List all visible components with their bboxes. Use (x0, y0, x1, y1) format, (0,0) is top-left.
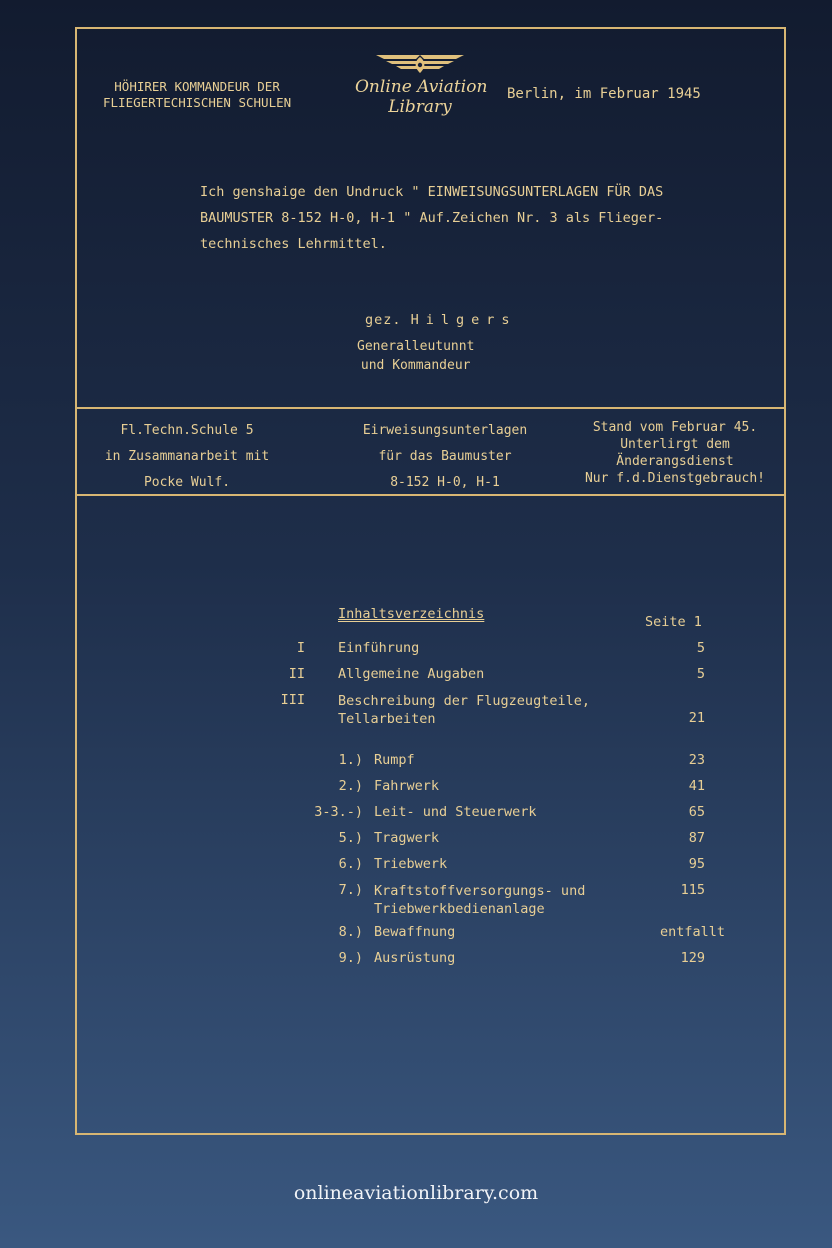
info-center-line: Eirweisungsunterlagen (362, 423, 528, 438)
toc-item-number: 7.) (338, 882, 363, 898)
signature (365, 312, 517, 328)
rank-line-1: Generalleutunnt (357, 339, 475, 354)
toc-item-number: 3-3.-) (314, 804, 363, 820)
info-left (87, 418, 287, 496)
toc-item-number: 9.) (338, 950, 363, 966)
info-right-line: Unterlirgt dem (620, 437, 730, 452)
toc-item-number: 6.) (338, 856, 363, 872)
toc-item-label[interactable]: Tragwerk (374, 830, 440, 846)
info-right-line: Stand vom Februar 45. (592, 420, 758, 435)
toc-page-number: 65 (688, 804, 705, 820)
toc-item-label[interactable]: Triebwerk (374, 856, 448, 872)
toc-page-number: entfallt (659, 924, 725, 940)
toc-item-label[interactable]: Fahrwerk (374, 778, 440, 794)
toc-page-number: 95 (688, 856, 705, 872)
letter-line-2: BAUMUSTER 8-152 H-0, H-1 " Auf.Zeichen Nr. 3 als Flieger- (200, 210, 664, 226)
letter-section (77, 29, 784, 407)
info-right (567, 419, 783, 487)
toc-section-label[interactable] (338, 692, 590, 728)
signature-name: Hilgers (410, 312, 517, 328)
toc-section-label-line: Tellarbeiten (338, 711, 436, 727)
rank-block (357, 337, 474, 375)
toc-section-label[interactable]: Allgemeine Augaben (338, 666, 485, 682)
info-center (345, 418, 545, 496)
info-right-line: Änderangsdienst (616, 454, 734, 469)
toc-page-number: 5 (696, 640, 705, 656)
toc-section-label[interactable]: Einführung (338, 640, 420, 656)
footer-url[interactable]: onlineaviationlibrary.com (293, 1182, 539, 1204)
info-band (77, 407, 784, 496)
toc-item-number: 5.) (338, 830, 363, 846)
toc-item-number: 1.) (338, 752, 363, 768)
toc-item-number: 8.) (338, 924, 363, 940)
toc-roman: I (296, 640, 305, 656)
toc-item-label[interactable]: Leit- und Steuerwerk (374, 804, 537, 820)
logo-line-2: Library (388, 97, 452, 117)
toc-page-number: 21 (688, 710, 705, 726)
signature-prefix: gez. (365, 312, 402, 328)
online-aviation-library-logo[interactable] (355, 51, 488, 117)
toc-item-label[interactable]: Rumpf (374, 752, 415, 768)
toc-item-label[interactable]: Bewaffnung (374, 924, 456, 940)
info-left-line: Fl.Techn.Schule 5 (120, 423, 254, 438)
organization-block (103, 79, 291, 111)
toc-title: Inhaltsverzeichnis (338, 606, 485, 622)
info-center-line: 8-152 H-0, H-1 (390, 475, 500, 490)
org-line-1: HÖHIRER KOMMANDEUR DER (114, 79, 280, 94)
letter-body (200, 179, 663, 257)
toc-page-number: 87 (688, 830, 705, 846)
toc-page-number: 5 (696, 666, 705, 682)
org-line-2: FLIEGERTECHISCHEN SCHULEN (103, 95, 292, 110)
toc-item-label-line: Triebwerkbedienanlage (374, 901, 545, 917)
toc-roman: II (288, 666, 305, 682)
rank-line-2: und Kommandeur (360, 358, 471, 373)
letter-line-3: technisches Lehrmittel. (200, 236, 387, 252)
table-of-contents (77, 496, 784, 1135)
toc-page-number: 23 (688, 752, 705, 768)
toc-item-label[interactable] (374, 882, 585, 918)
toc-item-label-line: Kraftstoffversorgungs- und (374, 883, 586, 899)
document-frame (75, 27, 786, 1135)
info-center-line: für das Baumuster (378, 449, 512, 464)
toc-section-label-line: Beschreibung der Flugzeugteile, (338, 693, 590, 709)
toc-item-number: 2.) (338, 778, 363, 794)
toc-page-number: 129 (680, 950, 705, 966)
toc-page-header: Seite 1 (645, 614, 702, 630)
info-left-line: Pocke Wulf. (143, 475, 231, 490)
toc-roman: III (280, 692, 305, 708)
logo-line-1: Online Aviation (355, 77, 488, 97)
info-left-line: in Zusammanarbeit mit (104, 449, 270, 464)
toc-item-label[interactable]: Ausrüstung (374, 950, 456, 966)
letter-line-1: Ich genshaige den Undruck " EINWEISUNGSUNTERLAGEN FÜR DAS (200, 184, 664, 200)
letter-date: Berlin, im Februar 1945 (507, 86, 701, 102)
info-right-line: Nur f.d.Dienstgebrauch! (584, 471, 765, 486)
toc-page-number: 41 (688, 778, 705, 794)
toc-page-number: 115 (680, 882, 705, 898)
winged-emblem-icon (372, 51, 468, 77)
